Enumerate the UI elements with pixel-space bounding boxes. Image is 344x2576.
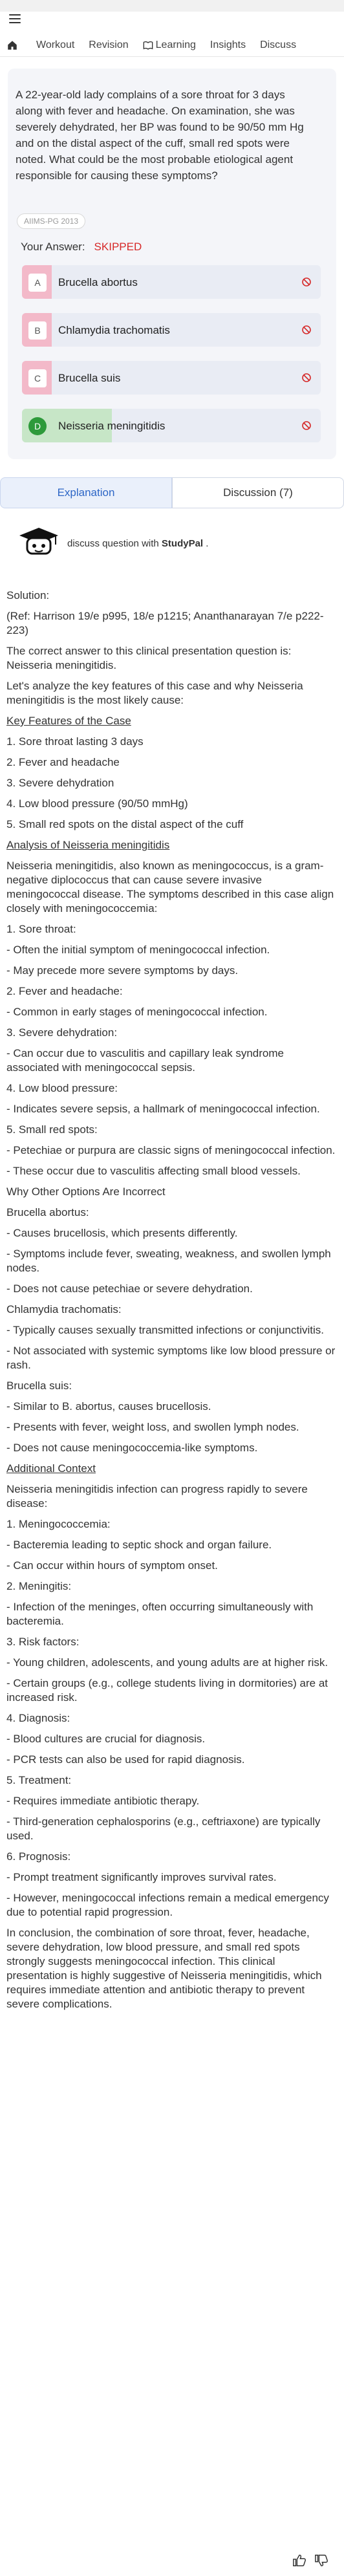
option-a-text: Brucella abortus bbox=[58, 276, 138, 288]
tab-revision-label: Revision bbox=[89, 39, 129, 50]
solution-paragraph: - Causes brucellosis, which presents differently. bbox=[6, 1227, 238, 1239]
solution-paragraph: - PCR tests can also be used for rapid diagnosis. bbox=[6, 1753, 245, 1766]
solution-paragraph: Solution: bbox=[6, 589, 50, 601]
tab-explanation[interactable]: Explanation bbox=[0, 477, 172, 508]
studypal-prefix: discuss question with bbox=[67, 537, 162, 549]
tab-learning[interactable] bbox=[143, 39, 196, 51]
solution-paragraph: 3. Severe dehydration bbox=[6, 777, 114, 789]
book-icon bbox=[143, 40, 153, 50]
tab-revision[interactable] bbox=[89, 39, 128, 51]
solution-paragraph: - Can occur within hours of symptom onset. bbox=[6, 1559, 218, 1572]
solution-paragraph: 2. Meningitis: bbox=[6, 1580, 72, 1592]
solution-paragraph: Neisseria meningitidis, also known as meningococcus, is a gram-negative diplococcus that can cause severe invasive meningococcal disease. The symptoms described in this case align closely with meningococcemia: bbox=[6, 860, 334, 915]
solution-paragraph: - These occur due to vasculitis affecting small blood vessels. bbox=[6, 1165, 301, 1177]
option-d-text: Neisseria meningitidis bbox=[58, 420, 166, 432]
graduation-cap-mascot-icon bbox=[18, 525, 59, 561]
your-answer-row bbox=[21, 241, 142, 254]
solution-paragraph: - Similar to B. abortus, causes brucellosis. bbox=[6, 1400, 211, 1412]
home-icon bbox=[6, 39, 18, 51]
studypal-suffix: . bbox=[203, 537, 209, 549]
your-answer-status: SKIPPED bbox=[94, 241, 142, 253]
prohibited-icon bbox=[301, 277, 312, 287]
explanation-discussion-toggle bbox=[0, 477, 344, 508]
solution-paragraph: - Infection of the meninges, often occurring simultaneously with bacteremia. bbox=[6, 1601, 314, 1627]
solution-paragraph: Analysis of Neisseria meningitidis bbox=[6, 839, 170, 851]
prohibited-icon bbox=[301, 420, 312, 431]
solution-paragraph: Why Other Options Are Incorrect bbox=[6, 1185, 166, 1198]
solution-paragraph: - Not associated with systemic symptoms like low blood pressure or rash. bbox=[6, 1345, 336, 1371]
solution-paragraph: - Petechiae or purpura are classic signs of meningococcal infection. bbox=[6, 1144, 336, 1156]
solution-paragraph: - Common in early stages of meningococcal infection. bbox=[6, 1006, 268, 1018]
solution-paragraph: 1. Sore throat: bbox=[6, 923, 76, 935]
solution-paragraph: - Does not cause meningococcemia-like symptoms. bbox=[6, 1442, 258, 1454]
prohibited-icon bbox=[301, 373, 312, 383]
option-a[interactable] bbox=[22, 265, 321, 299]
solution-paragraph: (Ref: Harrison 19/e p995, 18/e p1215; Ananthanarayan 7/e p222-223) bbox=[6, 610, 324, 636]
solution-paragraph: - Does not cause petechiae or severe dehydration. bbox=[6, 1283, 253, 1295]
solution-paragraph: - Presents with fever, weight loss, and swollen lymph nodes. bbox=[6, 1421, 299, 1433]
solution-paragraph: In conclusion, the combination of sore throat, fever, headache, severe dehydration, low blood pressure, and small red spots strongly suggests meningococcal infection. This clinical presentation is highly suggestive of Neisseria meningitidis, which requires immediate attention and antibiotic therapy to prevent severe complications. bbox=[6, 1927, 322, 2010]
solution-paragraph: 1. Meningococcemia: bbox=[6, 1518, 111, 1530]
solution-paragraph: 4. Diagnosis: bbox=[6, 1712, 70, 1724]
solution-paragraph: Additional Context bbox=[6, 1462, 96, 1475]
option-c[interactable] bbox=[22, 361, 321, 395]
solution-paragraph: 2. Fever and headache bbox=[6, 756, 120, 768]
solution-paragraph: Brucella abortus: bbox=[6, 1206, 89, 1218]
solution-paragraph: - Bacteremia leading to septic shock and organ failure. bbox=[6, 1539, 272, 1551]
solution-paragraph: - Requires immediate antibiotic therapy. bbox=[6, 1795, 200, 1807]
option-c-text: Brucella suis bbox=[58, 372, 121, 384]
solution-paragraph: Brucella suis: bbox=[6, 1380, 72, 1392]
solution-paragraph: 5. Small red spots: bbox=[6, 1123, 98, 1136]
home-tab[interactable] bbox=[6, 39, 21, 51]
solution-paragraph: - Blood cultures are crucial for diagnosis. bbox=[6, 1733, 206, 1745]
thumbs-up-icon[interactable] bbox=[292, 2553, 306, 2568]
tab-discussion[interactable]: Discussion (7) bbox=[172, 477, 344, 508]
solution-paragraph: - Certain groups (e.g., college students living in dormitories) are at increased risk. bbox=[6, 1677, 328, 1704]
solution-paragraph: 5. Small red spots on the distal aspect of the cuff bbox=[6, 818, 244, 830]
solution-paragraph: - Indicates severe sepsis, a hallmark of meningococcal infection. bbox=[6, 1103, 320, 1115]
status-bar bbox=[0, 0, 344, 12]
prohibited-icon bbox=[301, 325, 312, 335]
solution-paragraph: Let's analyze the key features of this case and why Neisseria meningitidis is the most likely cause: bbox=[6, 680, 303, 706]
solution-paragraph: - Third-generation cephalosporins (e.g., ceftriaxone) are typically used. bbox=[6, 1815, 321, 1842]
solution-paragraph: 2. Fever and headache: bbox=[6, 985, 123, 997]
solution-explanation bbox=[6, 589, 336, 2018]
your-answer-label: Your Answer: bbox=[21, 241, 85, 253]
solution-paragraph: Neisseria meningitidis infection can progress rapidly to severe disease: bbox=[6, 1483, 308, 1510]
solution-paragraph: - Often the initial symptom of meningococcal infection. bbox=[6, 944, 270, 956]
solution-paragraph: The correct answer to this clinical presentation question is: Neisseria meningitidis. bbox=[6, 645, 292, 671]
solution-paragraph: 3. Severe dehydration: bbox=[6, 1026, 118, 1039]
exam-tag: AIIMS-PG 2013 bbox=[17, 213, 85, 229]
tab-discuss[interactable] bbox=[260, 39, 296, 51]
top-nav-tabs bbox=[0, 34, 344, 57]
solution-paragraph: 1. Sore throat lasting 3 days bbox=[6, 735, 144, 748]
studypal-message bbox=[67, 538, 208, 549]
option-c-letter: C bbox=[28, 369, 47, 387]
hamburger-menu-icon[interactable] bbox=[9, 14, 21, 26]
solution-paragraph: - Typically causes sexually transmitted infections or conjunctivitis. bbox=[6, 1324, 324, 1336]
option-b[interactable] bbox=[22, 313, 321, 347]
tab-insights[interactable] bbox=[210, 39, 246, 51]
solution-paragraph: Chlamydia trachomatis: bbox=[6, 1303, 122, 1315]
option-d[interactable] bbox=[22, 409, 321, 442]
feedback-actions bbox=[292, 2553, 328, 2568]
tab-workout-label: Workout bbox=[36, 39, 75, 50]
solution-paragraph: - Young children, adolescents, and young adults are at higher risk. bbox=[6, 1656, 328, 1669]
tab-insights-label: Insights bbox=[210, 39, 246, 50]
solution-paragraph: 4. Low blood pressure: bbox=[6, 1082, 118, 1094]
tab-learning-label: Learning bbox=[155, 39, 196, 50]
question-text: A 22-year-old lady complains of a sore throat for 3 days along with fever and headache. On examination, she was severely dehydrated, her BP was found to be 90/50 mm Hg and on the distal aspect of the cuff, small red spots were noted. What could be the most probable etiological agent responsible for causing these symptoms? bbox=[16, 89, 304, 182]
option-b-text: Chlamydia trachomatis bbox=[58, 324, 170, 336]
solution-paragraph: Key Features of the Case bbox=[6, 715, 131, 727]
solution-paragraph: 4. Low blood pressure (90/50 mmHg) bbox=[6, 797, 188, 810]
option-b-letter: B bbox=[28, 321, 47, 340]
solution-paragraph: - Can occur due to vasculitis and capillary leak syndrome associated with meningococcal sepsis. bbox=[6, 1047, 284, 1074]
solution-paragraph: - May precede more severe symptoms by days. bbox=[6, 964, 239, 977]
solution-paragraph: 6. Prognosis: bbox=[6, 1850, 71, 1863]
thumbs-down-icon[interactable] bbox=[314, 2553, 328, 2568]
solution-paragraph: 5. Treatment: bbox=[6, 1774, 72, 1786]
solution-paragraph: - Prompt treatment significantly improves survival rates. bbox=[6, 1871, 277, 1883]
option-d-letter: D bbox=[28, 417, 47, 435]
tab-discuss-label: Discuss bbox=[260, 39, 297, 50]
tab-workout[interactable] bbox=[36, 39, 74, 51]
studypal-link[interactable] bbox=[18, 525, 208, 561]
solution-paragraph: 3. Risk factors: bbox=[6, 1636, 80, 1648]
solution-paragraph: - Symptoms include fever, sweating, weakness, and swollen lymph nodes. bbox=[6, 1248, 331, 1274]
option-a-letter: A bbox=[28, 274, 47, 292]
studypal-name: StudyPal bbox=[161, 537, 204, 549]
solution-paragraph: - However, meningococcal infections remain a medical emergency due to potential rapid progression. bbox=[6, 1892, 329, 1918]
